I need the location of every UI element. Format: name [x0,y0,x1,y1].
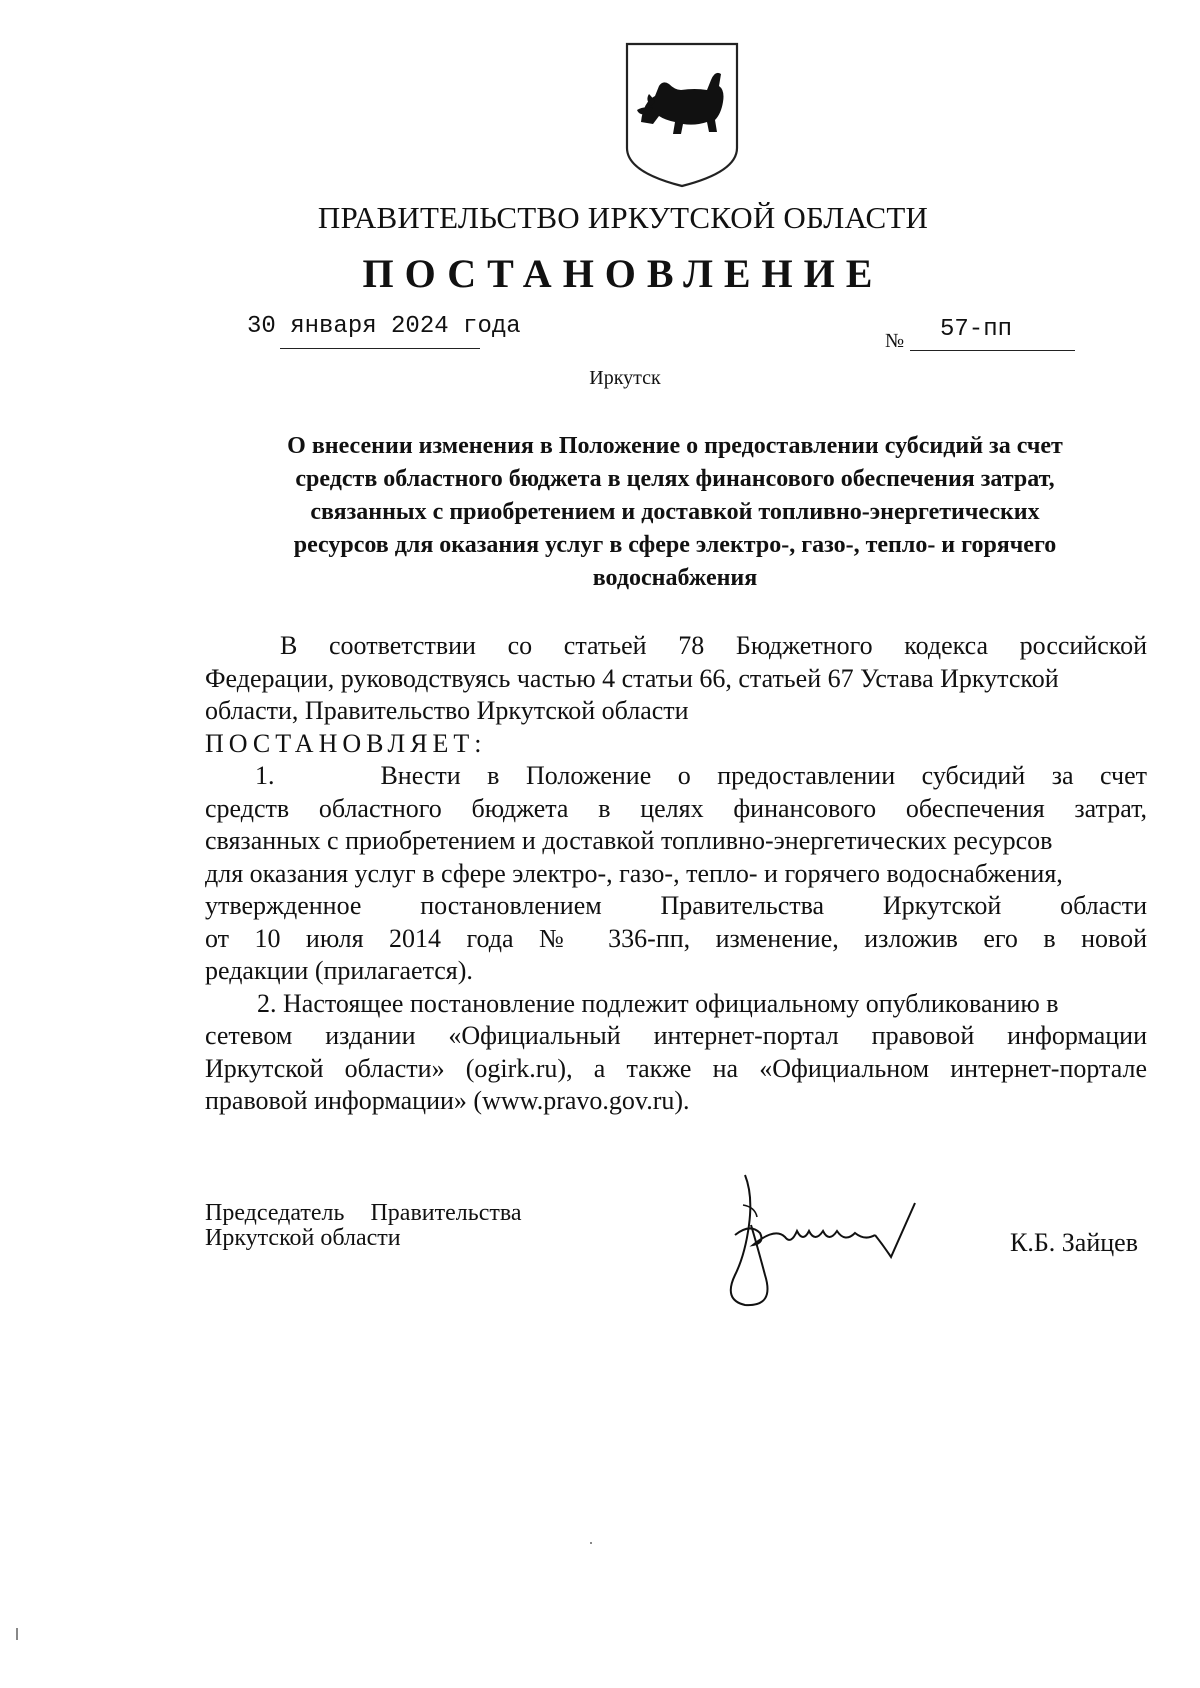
document-type: ПОСТАНОВЛЕНИЕ [362,251,884,296]
item-2-line: правовой информации» (www.pravo.gov.ru). [205,1086,690,1115]
resolves-heading: ПОСТАНОВЛЯЕТ: [205,728,487,758]
coat-of-arms-icon [623,40,741,190]
item-1-line: от 10 июля 2014 года № 336-пп, изменение, изложив его в новой [205,923,1147,953]
title-line: средств областного бюджета в целях финансового обеспечения затрат, [295,466,1055,492]
number-underline [910,350,1075,351]
signer-name: К.Б. Зайцев [1010,1228,1138,1257]
signature-icon [705,1165,955,1315]
title-line: связанных с приобретением и доставкой топливно-энергетических [310,499,1040,525]
preamble-line: области, Правительство Иркутской области [205,696,689,725]
coat-of-arms-emblem [623,40,741,190]
document-body [205,630,1147,1118]
item-1-line: редакции (прилагается). [205,956,473,985]
scan-speck [590,1542,592,1544]
title-line: ресурсов для оказания услуг в сфере электро-, газо-, тепло- и горячего [293,532,1057,558]
document-title [200,430,1150,595]
item-1-line: для оказания услуг в сфере электро-, газо-, тепло- и горячего водоснабжения, [205,858,1063,888]
number-label: № [885,330,905,352]
item-1-line: утвержденное постановлением Правительства Иркутской области [205,891,1147,920]
date-underline [280,348,480,349]
document-date: 30 января 2024 года [247,313,521,340]
scan-speck [16,1628,18,1640]
item-1-line: связанных с приобретением и доставкой топливно-энергетических ресурсов [205,826,1053,855]
signer-position-line: Иркутской области [205,1225,401,1251]
item-2-line: Иркутской области» (ogirk.ru), а также на «Официальном интернет-портале [205,1053,1147,1083]
preamble-line: В соответствии со статьей 78 Бюджетного кодекса российской [280,631,1147,660]
item-2-line: сетевом издании «Официальный интернет-портал правовой информации [205,1021,1147,1050]
title-line: О внесении изменения в Положение о предоставлении субсидий за счет [287,433,1063,459]
preamble-line: Федерации, руководствуясь частью 4 статьи 66, статьей 67 Устава Иркутской [205,663,1059,693]
signer-position [205,1201,522,1251]
document-number: 57-пп [940,316,1013,343]
item-1-line: 1. Внести в Положение о предоставлении субсидий за счет [255,761,1147,790]
signer-position-line: Председатель Правительства [205,1200,522,1226]
city: Иркутск [589,367,661,389]
handwritten-signature [705,1165,955,1315]
title-line: водоснабжения [592,565,758,591]
government-name: ПРАВИТЕЛЬСТВО ИРКУТСКОЙ ОБЛАСТИ [317,200,929,235]
item-2-line: 2. Настоящее постановление подлежит официальному опубликованию в [257,988,1059,1018]
item-1-line: средств областного бюджета в целях финансового обеспечения затрат, [205,793,1147,823]
